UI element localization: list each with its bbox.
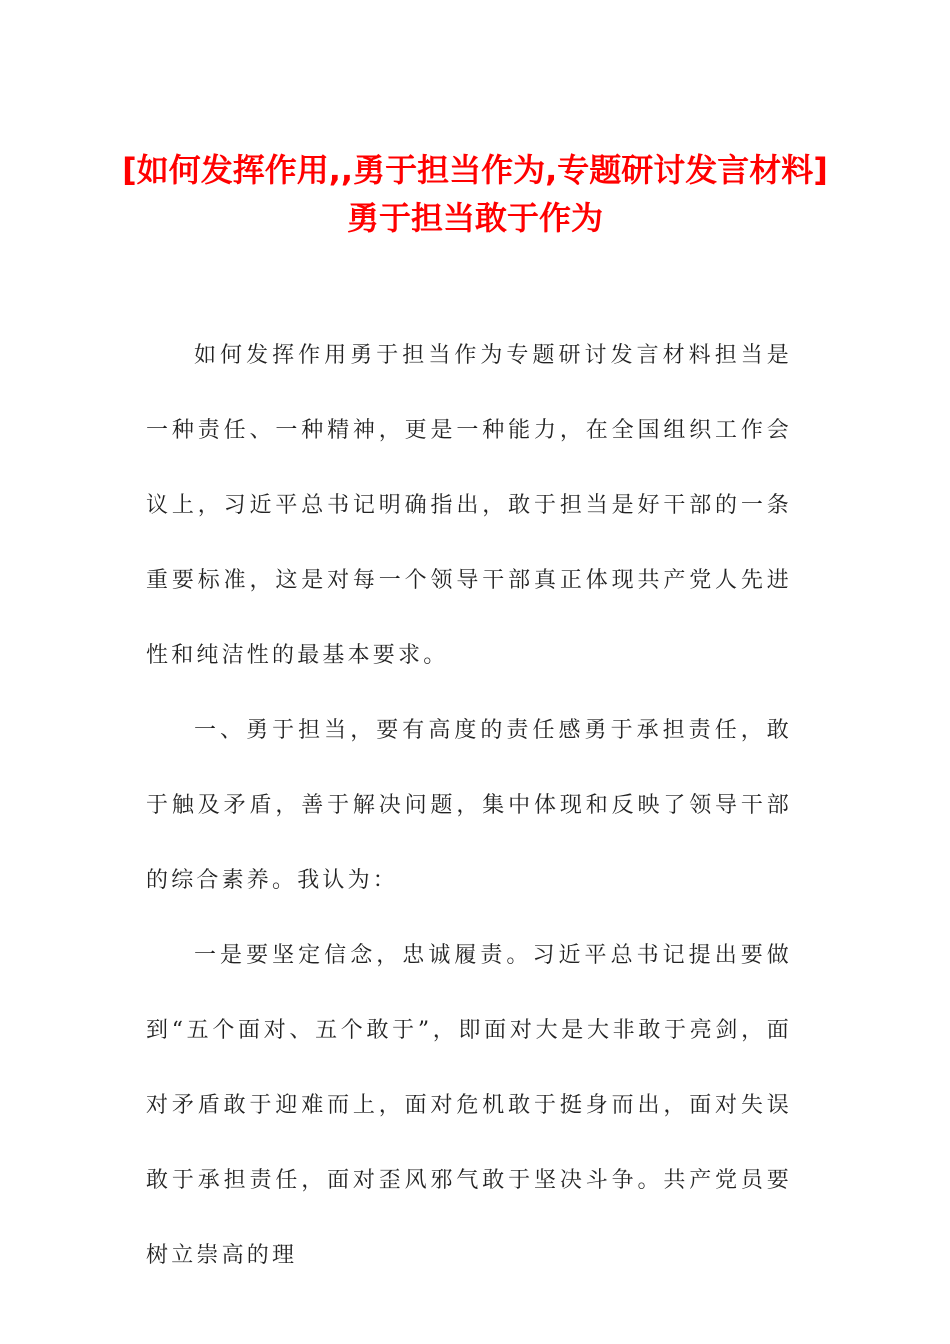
- paragraph-point-one: 一是要坚定信念，忠诚履责。习近平总书记提出要做到“五个面对、五个敢于”，即面对大是大非敢于亮剑，面对矛盾敢于迎难而上，面对危机敢于挺身而出，面对失误敢于承担责任，面对歪风邪气敢于坚决斗争。共产党员要树立崇高的理: [146, 943, 792, 1268]
- paragraph-section-one: 一、勇于担当，要有高度的责任感勇于承担责任，敢于触及矛盾，善于解决问题，集中体现和反映了领导干部的综合素养。我认为：: [146, 718, 792, 893]
- document-body: [146, 318, 792, 1293]
- paragraph-intro: 如何发挥作用勇于担当作为专题研讨发言材料担当是一种责任、一种精神，更是一种能力，在全国组织工作会议上，习近平总书记明确指出，敢于担当是好干部的一条重要标准，这是对每一个领导干部真正体现共产党人先进性和纯洁性的最基本要求。: [146, 343, 792, 668]
- document-title: [如何发挥作用,,勇于担当作为,专题研讨发言材料] 勇于担当敢于作为: [122, 151, 828, 237]
